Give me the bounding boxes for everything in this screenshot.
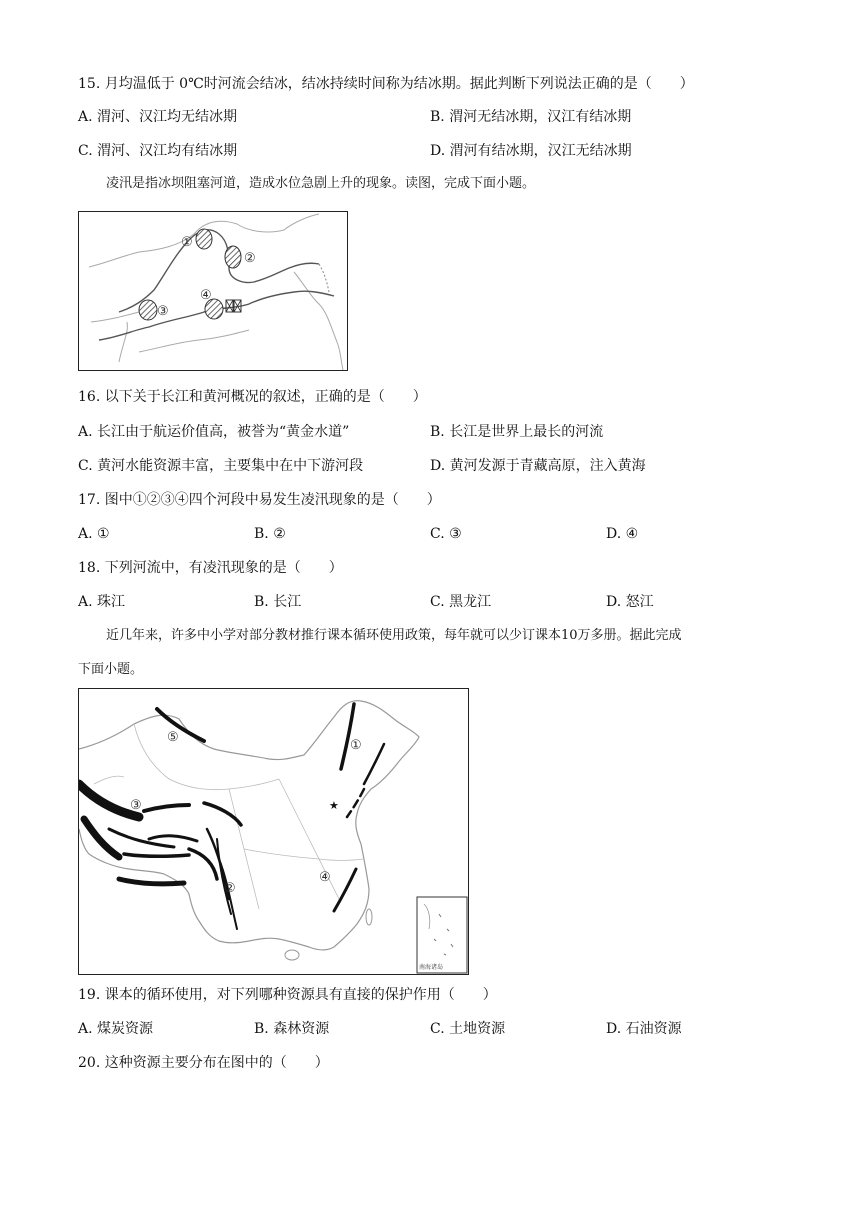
map2-label-4: ④ xyxy=(319,870,331,885)
question-19-option-a[interactable]: A. 煤炭资源 xyxy=(78,1021,154,1037)
question-17-option-b[interactable]: B. ② xyxy=(254,526,286,542)
question-18-option-b[interactable]: B. 长江 xyxy=(254,594,302,610)
segment-3-marker xyxy=(139,300,157,320)
question-16-option-b[interactable]: B. 长江是世界上最长的河流 xyxy=(430,424,604,440)
textbook-intro-line-1: 近几年来，许多中小学对部分教材推行课本循环使用政策，每年就可以少订课本10万多册。据此完成 xyxy=(106,628,682,643)
question-18-option-d[interactable]: D. 怒江 xyxy=(606,594,654,610)
question-17-option-d[interactable]: D. ④ xyxy=(606,526,639,542)
question-18-stem: 18. 下列河流中，有凌汛现象的是（ ） xyxy=(78,560,343,576)
svg-text:★: ★ xyxy=(329,799,339,812)
question-16-stem: 16. 以下关于长江和黄河概况的叙述，正确的是（ ） xyxy=(78,389,427,405)
map1-label-2: ② xyxy=(244,251,256,266)
textbook-intro-line-2: 下面小题。 xyxy=(78,662,144,677)
question-16-option-a[interactable]: A. 长江由于航运价值高，被誉为“黄金水道” xyxy=(78,424,350,440)
question-15-option-b[interactable]: B. 渭河无结冰期，汉江有结冰期 xyxy=(430,109,632,125)
question-18-option-c[interactable]: C. 黑龙江 xyxy=(430,594,492,610)
question-15-option-d[interactable]: D. 渭河有结冰期，汉江无结冰期 xyxy=(430,143,632,159)
question-17-option-a[interactable]: A. ① xyxy=(78,526,110,542)
yellow-yangtze-river-map xyxy=(78,211,348,371)
map1-label-1: ① xyxy=(181,235,193,250)
map2-label-3: ③ xyxy=(130,798,142,813)
question-17-option-c[interactable]: C. ③ xyxy=(430,526,462,542)
question-16-option-c[interactable]: C. 黄河水能资源丰富，主要集中在中下游河段 xyxy=(78,458,364,474)
south-china-sea-inset-label: 南海诸岛 xyxy=(419,964,444,971)
question-20-stem: 20. 这种资源主要分布在图中的（ ） xyxy=(78,1055,329,1071)
question-19-option-b[interactable]: B. 森林资源 xyxy=(254,1021,330,1037)
china-forest-map xyxy=(78,688,469,975)
question-15-stem: 15. 月均温低于 0℃时河流会结冰，结冰持续时间称为结冰期。据此判断下列说法正确的是（ ） xyxy=(78,76,694,92)
segment-1-marker xyxy=(196,229,212,249)
map1-label-4: ④ xyxy=(200,288,212,303)
map2-label-5: ⑤ xyxy=(167,730,179,745)
question-17-stem: 17. 图中①②③④四个河段中易发生凌汛现象的是（ ） xyxy=(78,492,441,508)
river-map-graphic xyxy=(79,212,347,370)
question-19-option-d[interactable]: D. 石油资源 xyxy=(606,1021,682,1037)
question-19-option-c[interactable]: C. 土地资源 xyxy=(430,1021,506,1037)
ice-flood-intro: 凌汛是指冰坝阻塞河道，造成水位急剧上升的现象。读图，完成下面小题。 xyxy=(106,176,536,191)
segment-2-marker xyxy=(225,246,241,268)
china-map-graphic xyxy=(79,689,468,974)
question-16-option-d[interactable]: D. 黄河发源于青藏高原，注入黄海 xyxy=(430,458,646,474)
question-19-stem: 19. 课本的循环使用，对下列哪种资源具有直接的保护作用（ ） xyxy=(78,987,497,1003)
question-15-option-a[interactable]: A. 渭河、汉江均无结冰期 xyxy=(78,109,238,125)
map1-label-3: ③ xyxy=(157,304,169,319)
question-18-option-a[interactable]: A. 珠江 xyxy=(78,594,126,610)
question-15-option-c[interactable]: C. 渭河、汉江均有结冰期 xyxy=(78,143,238,159)
map2-label-2: ② xyxy=(224,881,236,896)
map2-label-1: ① xyxy=(350,738,362,753)
